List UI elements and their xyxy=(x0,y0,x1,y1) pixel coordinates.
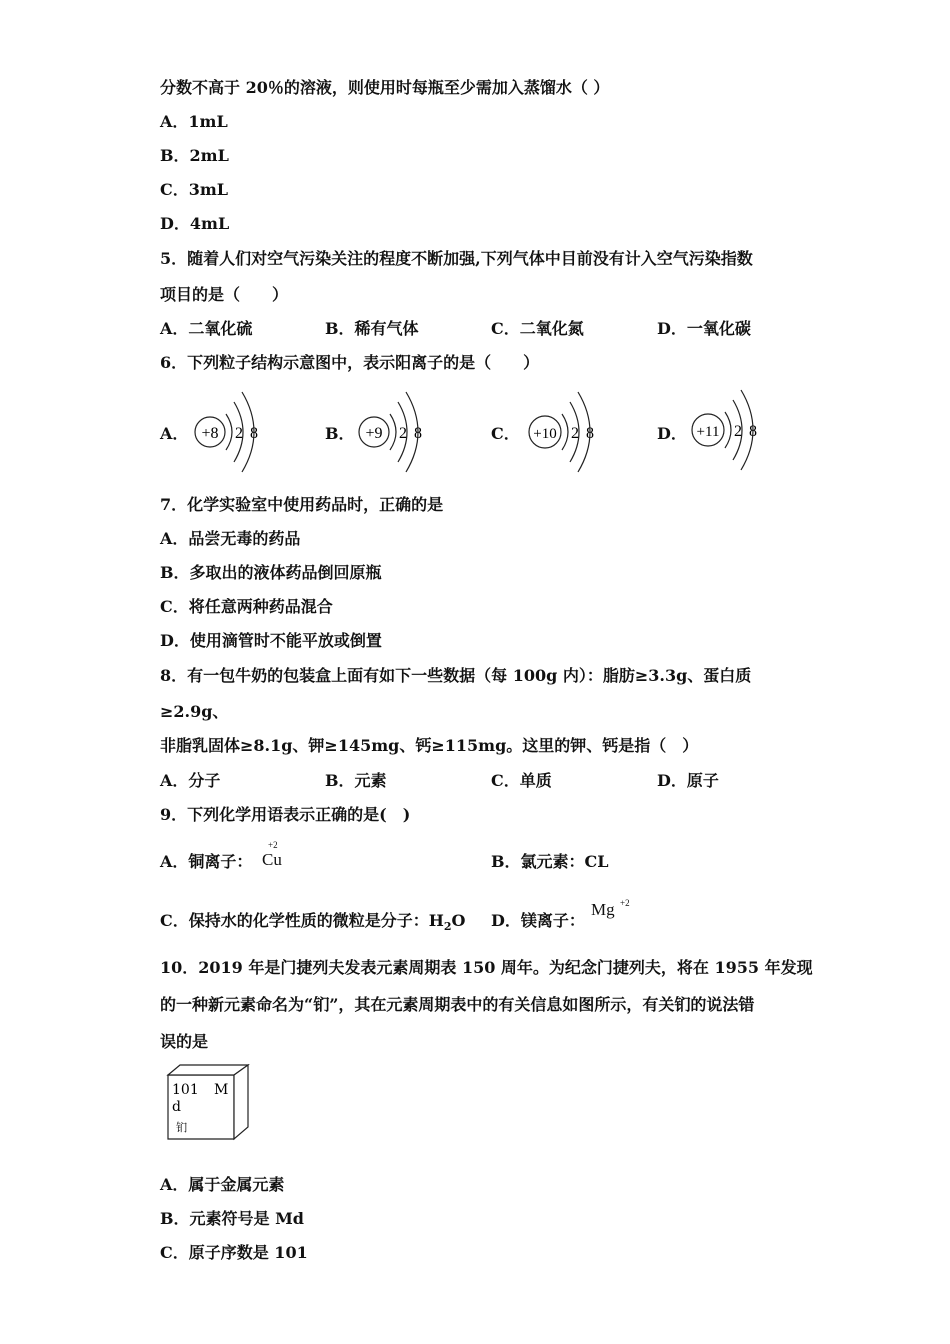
shell2-electrons: 8 xyxy=(586,425,594,442)
q6-stem: 6．下列粒子结构示意图中，表示阳离子的是（ ） xyxy=(160,353,540,372)
q5-option-a: A．二氧化硫 xyxy=(160,319,253,338)
q9-option-d-label: D．镁离子： xyxy=(491,911,585,930)
q8-option-d: D．原子 xyxy=(657,771,719,790)
q6-option-c-label: C． xyxy=(491,424,520,443)
q5-option-c: C．二氧化氮 xyxy=(491,319,584,338)
shell2-electrons: 8 xyxy=(250,425,258,442)
q9-a-charge: +2 xyxy=(268,840,278,850)
q6-option-b-label: B． xyxy=(325,424,355,443)
q7-stem: 7．化学实验室中使用药品时，正确的是 xyxy=(160,495,444,514)
q5-option-d: D．一氧化碳 xyxy=(657,319,751,338)
q8-stem-line1: 8．有一包牛奶的包装盒上面有如下一些数据（每 100g 内）：脂肪≥3.3g、蛋白质 xyxy=(160,666,752,685)
q5-stem-line1: 5．随着人们对空气污染关注的程度不断加强,下列气体中目前没有计入空气污染指数 xyxy=(160,249,753,268)
q9-a-formula: Cu xyxy=(262,850,282,869)
q6-option-a-label: A． xyxy=(160,424,189,443)
shell-arc-1 xyxy=(562,414,568,450)
q9-option-a-label: A．铜离子： xyxy=(160,852,253,871)
q9-option-c xyxy=(160,911,465,937)
q7-option-d: D．使用滴管时不能平放或倒置 xyxy=(160,631,382,650)
q6-atom-diagram-b xyxy=(352,388,432,478)
q10-stem-line3: 误的是 xyxy=(160,1032,209,1051)
shell1-electrons: 2 xyxy=(571,425,579,442)
element-symbol-part2: d xyxy=(172,1099,181,1115)
element-name: 钔 xyxy=(176,1121,187,1134)
q5-option-b: B．稀有气体 xyxy=(325,319,419,338)
q4-option-c: C．3mL xyxy=(160,180,229,199)
shell2-electrons: 8 xyxy=(749,423,757,440)
q4-option-a: A．1mL xyxy=(160,112,228,131)
element-atomic-number: 101 xyxy=(172,1082,199,1098)
q7-option-b: B．多取出的液体药品倒回原瓶 xyxy=(160,563,382,582)
shell-arc-1 xyxy=(226,414,232,450)
q9-option-c-tail: O xyxy=(451,911,466,930)
q6-option-d-label: D． xyxy=(657,424,687,443)
q10-stem-line2: 的一种新元素命名为“钔”，其在元素周期表中的有关信息如图所示，有关钔的说法错 xyxy=(160,995,755,1014)
shell-arc-1 xyxy=(725,412,731,448)
q9-d-charge: +2 xyxy=(620,898,630,908)
nucleus-charge: +10 xyxy=(533,426,557,442)
q9-d-formula: Mg xyxy=(591,900,615,919)
q9-option-c-subscript: 2 xyxy=(443,920,452,934)
q8-option-c: C．单质 xyxy=(491,771,552,790)
q6-atom-diagram-c xyxy=(523,388,603,478)
shell1-electrons: 2 xyxy=(399,425,407,442)
shell1-electrons: 2 xyxy=(235,425,243,442)
q9-option-c-text: C．保持水的化学性质的微粒是分子：H xyxy=(160,911,444,930)
q8-stem-line3: 非脂乳固体≥8.1g、钾≥145mg、钙≥115mg。这里的钾、钙是指（ ） xyxy=(160,736,699,755)
shell2-electrons: 8 xyxy=(414,425,422,442)
q6-atom-diagram-a xyxy=(188,388,268,478)
q8-option-b: B．元素 xyxy=(325,771,387,790)
q4-option-d: D．4mL xyxy=(160,214,230,233)
nucleus-charge: +8 xyxy=(201,425,219,442)
q10-stem-line1: 10．2019 年是门捷列夫发表元素周期表 150 周年。为纪念门捷列夫，将在 1955 年发现 xyxy=(160,958,813,977)
q8-option-a: A．分子 xyxy=(160,771,221,790)
shell1-electrons: 2 xyxy=(734,423,742,440)
q10-option-c: C．原子序数是 101 xyxy=(160,1243,308,1262)
nucleus-charge: +11 xyxy=(696,424,720,440)
element-card xyxy=(166,1063,250,1141)
q8-stem-line2: ≥2.9g、 xyxy=(160,702,229,721)
q10-option-a: A．属于金属元素 xyxy=(160,1175,285,1194)
q7-option-c: C．将任意两种药品混合 xyxy=(160,597,333,616)
q4-stem: 分数不高于 20％的溶液，则使用时每瓶至少需加入蒸馏水（ ） xyxy=(160,78,610,97)
element-symbol-part1: M xyxy=(214,1082,229,1098)
q5-stem-line2: 项目的是（ ） xyxy=(160,285,289,304)
q6-atom-diagram-d xyxy=(686,386,766,476)
q4-option-b: B．2mL xyxy=(160,146,229,165)
q7-option-a: A．品尝无毒的药品 xyxy=(160,529,301,548)
nucleus-charge: +9 xyxy=(365,425,383,442)
q9-stem: 9．下列化学用语表示正确的是( ) xyxy=(160,805,411,824)
q9-option-b: B．氯元素：CL xyxy=(491,852,609,871)
q10-option-b: B．元素符号是 Md xyxy=(160,1209,304,1228)
shell-arc-1 xyxy=(390,414,396,450)
